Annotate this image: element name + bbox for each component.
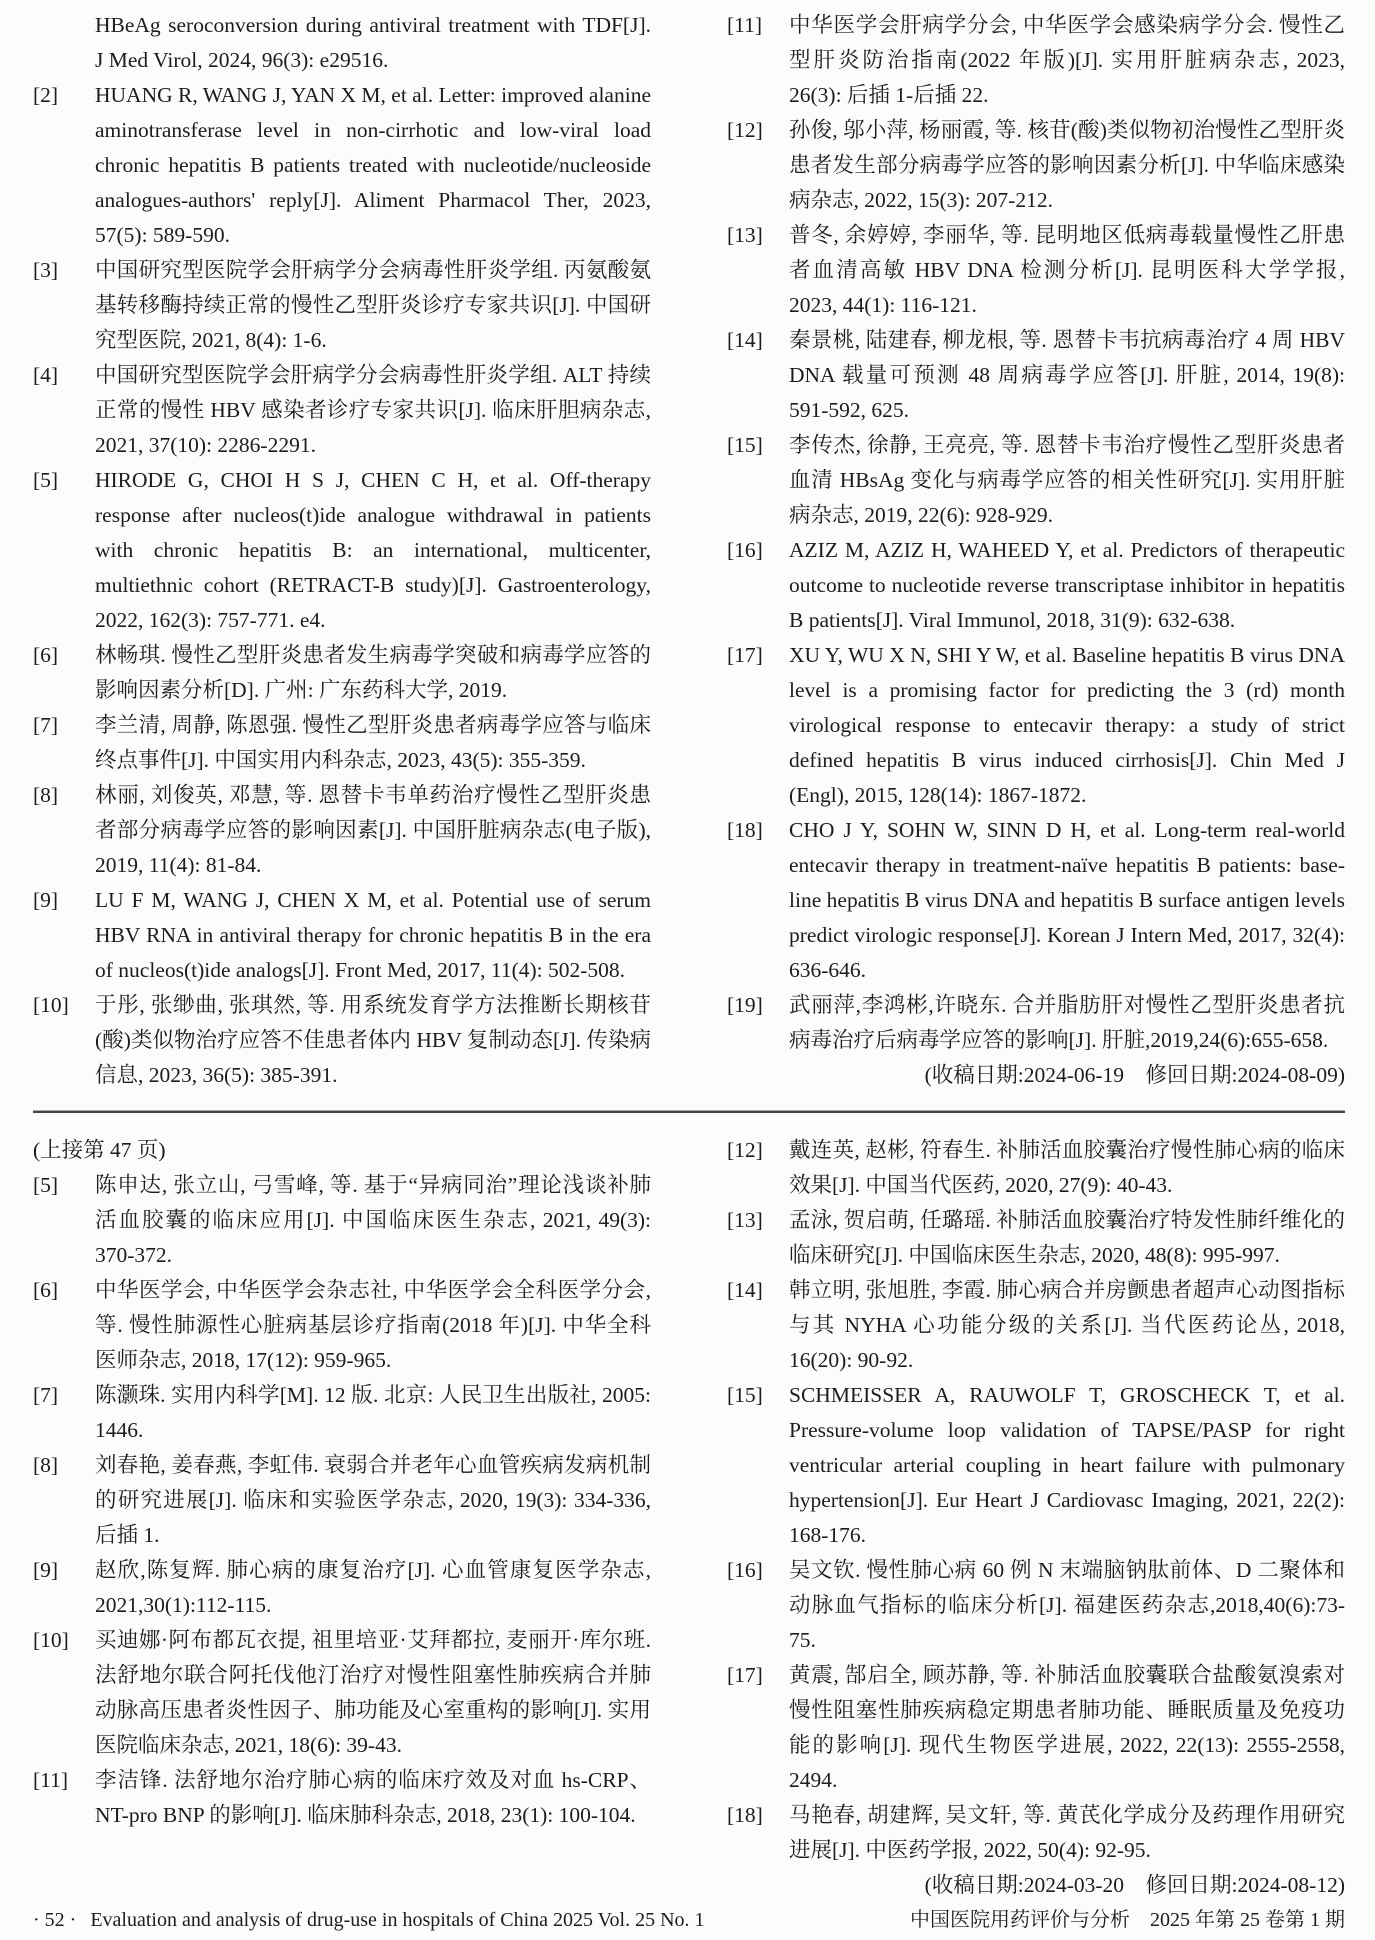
reference-text: 李兰清, 周静, 陈恩强. 慢性乙型肝炎患者病毒学应答与临床终点事件[J]. 中国实用内科杂志, 2023, 43(5): 355-359.: [95, 713, 651, 772]
reference-item: [33, 1168, 651, 1273]
reference-text: SCHMEISSER A, RAUWOLF T, GROSCHECK T, et al. Pressure-volume loop validation of TAPSE/PASP for right ventricular arterial coupling in heart failure with pulmonary hypertension[J]. Eur Heart J Cardiovasc Imaging, 2021, 22(2): 168-176.: [789, 1383, 1345, 1547]
reference-item: [33, 778, 651, 883]
reference-text: 孟泳, 贺启萌, 任璐瑶. 补肺活血胶囊治疗特发性肺纤维化的临床研究[J]. 中国临床医生杂志, 2020, 48(8): 995-997.: [789, 1208, 1345, 1267]
reference-number: [2]: [33, 83, 59, 107]
reference-number: [11]: [33, 1768, 69, 1792]
reference-text: 普冬, 余婷婷, 李丽华, 等. 昆明地区低病毒载量慢性乙肝患者血清高敏 HBV DNA 检测分析[J]. 昆明医科大学学报, 2023, 44(1): 116-121.: [789, 223, 1345, 317]
reference-text: 林丽, 刘俊英, 邓慧, 等. 恩替卡韦单药治疗慢性乙型肝炎患者部分病毒学应答的影响因素[J]. 中国肝脏病杂志(电子版), 2019, 11(4): 81-84.: [95, 783, 651, 877]
reference-number: [13]: [727, 1208, 763, 1232]
reference-text: 林畅琪. 慢性乙型肝炎患者发生病毒学突破和病毒学应答的影响因素分析[D]. 广州: 广东药科大学, 2019.: [95, 643, 651, 702]
reference-number: [9]: [33, 888, 59, 912]
reference-item: [727, 1133, 1345, 1203]
reference-item: [727, 1203, 1345, 1273]
reference-text: 买迪娜·阿布都瓦衣提, 祖里培亚·艾拜都拉, 麦丽开·库尔班. 法舒地尔联合阿托伐他汀治疗对慢性阻塞性肺疾病合并肺动脉高压患者炎性因子、肺功能及心室重构的影响[J]. 实用医院临床杂志, 2021, 18(6): 39-43.: [95, 1628, 651, 1757]
reference-number: [19]: [727, 993, 763, 1017]
bottom-right-column: [727, 1133, 1345, 1903]
reference-item: [33, 1763, 651, 1833]
reference-number: [3]: [33, 258, 59, 282]
reference-number: [15]: [727, 433, 763, 457]
footer-journal-title-english: Evaluation and analysis of drug-use in hospitals of China 2025 Vol. 25 No. 1: [90, 1909, 705, 1931]
reference-number: [5]: [33, 1173, 59, 1197]
reference-item: [33, 1378, 651, 1448]
reference-text: 陈申达, 张立山, 弓雪峰, 等. 基于“异病同治”理论浅谈补肺活血胶囊的临床应用[J]. 中国临床医生杂志, 2021, 49(3): 370-372.: [95, 1173, 651, 1267]
reference-number: [7]: [33, 713, 59, 737]
page-number: · 52 ·: [33, 1909, 77, 1931]
bottom-left-column: [33, 1133, 651, 1903]
reference-text: 陈灏珠. 实用内科学[M]. 12 版. 北京: 人民卫生出版社, 2005: 1446.: [95, 1383, 651, 1442]
reference-number: [17]: [727, 643, 763, 667]
reference-number: [16]: [727, 1558, 763, 1582]
reference-number: [14]: [727, 1278, 763, 1302]
page-footer: [0, 1903, 1375, 1940]
continued-from-note: (上接第 47 页): [33, 1138, 166, 1162]
reference-number: [14]: [727, 328, 763, 352]
reference-list-bottom-left: [33, 1168, 651, 1833]
reference-number: [12]: [727, 1138, 763, 1162]
reference-number: [4]: [33, 363, 59, 387]
reference-text: 黄震, 郜启全, 顾苏静, 等. 补肺活血胶囊联合盐酸氨溴索对慢性阻塞性肺疾病稳定期患者肺功能、睡眠质量及免疫功能的影响[J]. 现代生物医学进展, 2022, 22(13): 2555-2558, 2494.: [789, 1663, 1345, 1792]
reference-number: [9]: [33, 1558, 59, 1582]
reference-item: [33, 1448, 651, 1553]
reference-item: [727, 813, 1345, 988]
reference-item: [33, 463, 651, 638]
reference-text: 李传杰, 徐静, 王亮亮, 等. 恩替卡韦治疗慢性乙型肝炎患者血清 HBsAg 变化与病毒学应答的相关性研究[J]. 实用肝脏病杂志, 2019, 22(6): 928-929.: [789, 433, 1345, 527]
reference-text: 于彤, 张缈曲, 张琪然, 等. 用系统发育学方法推断长期核苷(酸)类似物治疗应答不佳患者体内 HBV 复制动态[J]. 传染病信息, 2023, 36(5): 385-391.: [95, 993, 651, 1087]
reference-item: [727, 323, 1345, 428]
reference-item: [727, 988, 1345, 1058]
reference-list-top-left: [33, 8, 651, 1093]
reference-item: [33, 1273, 651, 1378]
reference-item: [727, 113, 1345, 218]
footer-journal-title-chinese: 中国医院用药评价与分析 2025 年第 25 卷第 1 期: [910, 1909, 1345, 1931]
received-revised-dates-top: (收稿日期:2024-06-19 修回日期:2024-08-09): [924, 1063, 1345, 1087]
received-revised-dates-bottom: (收稿日期:2024-03-20 修回日期:2024-08-12): [924, 1873, 1345, 1897]
reference-item: [33, 253, 651, 358]
reference-number: [6]: [33, 1278, 59, 1302]
reference-item: [33, 988, 651, 1093]
references-section-top: [0, 8, 1375, 1094]
reference-item: [727, 8, 1345, 113]
reference-number: [11]: [727, 13, 763, 37]
reference-number: [13]: [727, 223, 763, 247]
reference-number: [18]: [727, 1803, 763, 1827]
reference-number: [8]: [33, 783, 59, 807]
reference-item: [33, 638, 651, 708]
reference-text: 中国研究型医院学会肝病学分会病毒性肝炎学组. 丙氨酸氨基转移酶持续正常的慢性乙型肝炎诊疗专家共识[J]. 中国研究型医院, 2021, 8(4): 1-6.: [95, 258, 651, 352]
reference-number: [6]: [33, 643, 59, 667]
reference-item: [727, 638, 1345, 813]
reference-text: 赵欣,陈复辉. 肺心病的康复治疗[J]. 心血管康复医学杂志, 2021,30(1):112-115.: [95, 1558, 651, 1617]
reference-number: [10]: [33, 1628, 69, 1652]
top-left-column: [33, 8, 651, 1094]
reference-text: 李洁锋. 法舒地尔治疗肺心病的临床疗效及对血 hs-CRP、NT-pro BNP 的影响[J]. 临床肺科杂志, 2018, 23(1): 100-104.: [95, 1768, 651, 1827]
reference-item: [33, 358, 651, 463]
reference-text: HIRODE G, CHOI H S J, CHEN C H, et al. Off-therapy response after nucleos(t)ide analogue withdrawal in patients with chronic hepatitis B: an international, multicenter, multiethnic cohort (RETRACT-B study)[J]. Gastroenterology, 2022, 162(3): 757-771. e4.: [95, 468, 651, 632]
reference-text: 中华医学会, 中华医学会杂志社, 中华医学会全科医学分会, 等. 慢性肺源性心脏病基层诊疗指南(2018 年)[J]. 中华全科医师杂志, 2018, 17(12): 959-965.: [95, 1278, 651, 1372]
reference-text: 中华医学会肝病学分会, 中华医学会感染病学分会. 慢性乙型肝炎防治指南(2022 年版)[J]. 实用肝脏病杂志, 2023, 26(3): 后插 1-后插 22.: [789, 13, 1345, 107]
reference-list-top-right: [727, 8, 1345, 1058]
reference-number: [12]: [727, 118, 763, 142]
reference-number: [7]: [33, 1383, 59, 1407]
reference-item: [727, 1378, 1345, 1553]
reference-text: XU Y, WU X N, SHI Y W, et al. Baseline hepatitis B virus DNA level is a promising factor for predicting the 3 (rd) month virological response to entecavir therapy: a study of strict defined hepatitis B virus induced cirrhosis[J]. Chin Med J (Engl), 2015, 128(14): 1867-1872.: [789, 643, 1345, 807]
reference-item: [727, 218, 1345, 323]
reference-item: [727, 1553, 1345, 1658]
reference-text: 戴连英, 赵彬, 符春生. 补肺活血胶囊治疗慢性肺心病的临床效果[J]. 中国当代医药, 2020, 27(9): 40-43.: [789, 1138, 1345, 1197]
reference-item: [727, 1798, 1345, 1868]
reference-text: 吴文钦. 慢性肺心病 60 例 N 末端脑钠肽前体、D 二聚体和动脉血气指标的临床分析[J]. 福建医药杂志,2018,40(6):73-75.: [789, 1558, 1345, 1652]
reference-item: [727, 1273, 1345, 1378]
reference-text: CHO J Y, SOHN W, SINN D H, et al. Long-term real-world entecavir therapy in treatment-naïve hepatitis B patients: base-line hepatitis B virus DNA and hepatitis B surface antigen levels predict virologic response[J]. Korean J Intern Med, 2017, 32(4): 636-646.: [789, 818, 1345, 982]
reference-text: 武丽萍,李鸿彬,许晓东. 合并脂肪肝对慢性乙型肝炎患者抗病毒治疗后病毒学应答的影响[J]. 肝脏,2019,24(6):655-658.: [789, 993, 1345, 1052]
reference-item: [727, 1658, 1345, 1798]
reference-number: [10]: [33, 993, 69, 1017]
reference-text: HUANG R, WANG J, YAN X M, et al. Letter: improved alanine aminotransferase level in non-cirrhotic and low-viral load chronic hepatitis B patients treated with nucleotide/nucleoside analogues-authors' reply[J]. Aliment Pharmacol Ther, 2023, 57(5): 589-590.: [95, 83, 651, 247]
reference-item: [727, 533, 1345, 638]
footer-left: [33, 1903, 705, 1938]
reference-item: [33, 1623, 651, 1763]
reference-item: [33, 78, 651, 253]
reference-text: 孙俊, 邬小萍, 杨丽霞, 等. 核苷(酸)类似物初治慢性乙型肝炎患者发生部分病毒学应答的影响因素分析[J]. 中华临床感染病杂志, 2022, 15(3): 207-212.: [789, 118, 1345, 212]
reference-text: 韩立明, 张旭胜, 李霞. 肺心病合并房颤患者超声心动图指标与其 NYHA 心功能分级的关系[J]. 当代医药论丛, 2018, 16(20): 90-92.: [789, 1278, 1345, 1372]
reference-list-bottom-right: [727, 1133, 1345, 1868]
reference-item: [33, 1553, 651, 1623]
references-section-bottom: [0, 1133, 1375, 1903]
reference-number: [17]: [727, 1663, 763, 1687]
reference-text: 刘春艳, 姜春燕, 李虹伟. 衰弱合并老年心血管疾病发病机制的研究进展[J]. 临床和实验医学杂志, 2020, 19(3): 334-336, 后插 1.: [95, 1453, 651, 1547]
reference-number: [8]: [33, 1453, 59, 1477]
reference-number: [16]: [727, 538, 763, 562]
reference-text: 中国研究型医院学会肝病学分会病毒性肝炎学组. ALT 持续正常的慢性 HBV 感染者诊疗专家共识[J]. 临床肝胆病杂志, 2021, 37(10): 2286-2291.: [95, 363, 651, 457]
reference-text: LU F M, WANG J, CHEN X M, et al. Potential use of serum HBV RNA in antiviral therapy for chronic hepatitis B in the era of nucleos(t)ide analogs[J]. Front Med, 2017, 11(4): 502-508.: [95, 888, 651, 982]
reference-item: [33, 8, 651, 78]
reference-item: [33, 708, 651, 778]
top-right-column: [727, 8, 1345, 1094]
reference-text: AZIZ M, AZIZ H, WAHEED Y, et al. Predictors of therapeutic outcome to nucleotide reverse transcriptase inhibitor in hepatitis B patients[J]. Viral Immunol, 2018, 31(9): 632-638.: [789, 538, 1345, 632]
reference-number: [15]: [727, 1383, 763, 1407]
reference-number: [18]: [727, 818, 763, 842]
reference-number: [5]: [33, 468, 59, 492]
reference-text: 秦景桃, 陆建春, 柳龙根, 等. 恩替卡韦抗病毒治疗 4 周 HBV DNA 载量可预测 48 周病毒学应答[J]. 肝脏, 2014, 19(8): 591-592, 625.: [789, 328, 1345, 422]
section-divider-rule: [33, 1110, 1345, 1113]
reference-item: [727, 428, 1345, 533]
reference-text: 马艳春, 胡建辉, 吴文轩, 等. 黄芪化学成分及药理作用研究进展[J]. 中医药学报, 2022, 50(4): 92-95.: [789, 1803, 1345, 1862]
reference-text: HBeAg seroconversion during antiviral treatment with TDF[J]. J Med Virol, 2024, 96(3): e29516.: [95, 13, 651, 72]
reference-item: [33, 883, 651, 988]
